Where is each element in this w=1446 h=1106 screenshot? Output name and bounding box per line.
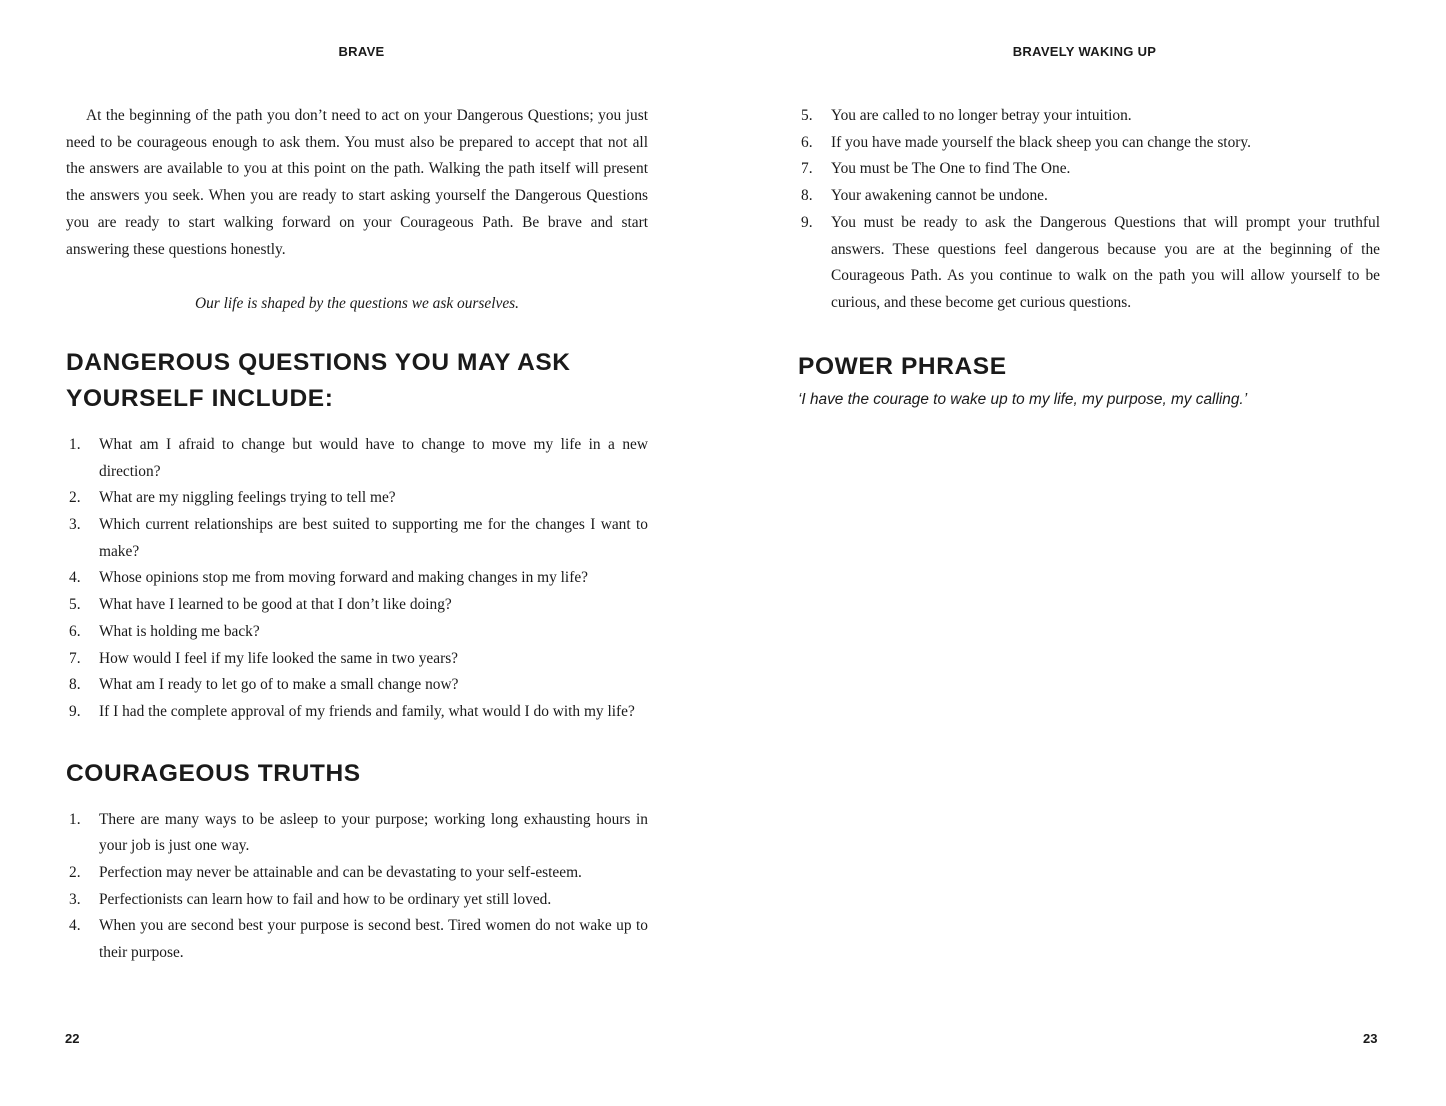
list-item-text: How would I feel if my life looked the same in two years?	[99, 649, 459, 667]
courageous-truths-heading: COURAGEOUS TRUTHS	[66, 759, 361, 787]
list-item-text: Whose opinions stop me from moving forward and making changes in my life?	[99, 569, 588, 587]
list-item	[66, 432, 648, 485]
list-item	[798, 156, 1380, 183]
list-item-number: 9.	[69, 702, 81, 720]
list-item	[66, 619, 648, 646]
list-item-number: 4.	[69, 917, 81, 935]
list-item	[66, 699, 648, 726]
power-phrase-heading: POWER PHRASE	[798, 352, 1007, 380]
list-item	[66, 860, 648, 887]
list-item	[66, 887, 648, 914]
list-item-number: 6.	[801, 133, 813, 151]
list-item-number: 8.	[801, 187, 813, 205]
list-item	[66, 512, 648, 565]
list-item-number: 7.	[801, 160, 813, 178]
list-item-number: 5.	[801, 107, 813, 124]
list-item-number: 8.	[69, 676, 81, 694]
list-item-text: Perfection may never be attainable and can be devastating to your self-esteem.	[99, 864, 582, 882]
courageous-truths-list	[66, 807, 648, 967]
list-item-number: 6.	[69, 622, 81, 640]
list-item-number: 3.	[69, 516, 81, 534]
list-item-number: 7.	[69, 649, 81, 667]
running-head-right: BRAVELY WAKING UP	[1012, 44, 1157, 59]
right-page	[723, 0, 1446, 1106]
left-page-body	[66, 103, 648, 967]
list-item-number: 1.	[69, 810, 81, 828]
list-item-number: 9.	[801, 213, 813, 231]
list-item-text: When you are second best your purpose is second best. Tired women do not wake up to their purpose.	[99, 917, 648, 962]
list-item-text: What is holding me back?	[99, 622, 260, 640]
list-item	[66, 913, 648, 966]
list-item-number: 4.	[69, 569, 81, 587]
list-item-number: 2.	[69, 864, 81, 882]
intro-paragraph: At the beginning of the path you don’t need to act on your Dangerous Questions; you just need to be courageous enough to ask them. You must also be prepared to accept that not all the answers are available to you at this point on the path. Walking the path itself will present the answers you seek. When you are ready to start asking yourself the Dangerous Questions you are ready to start walking forward on your Courageous Path. Be brave and start answering these questions honestly.	[66, 107, 648, 258]
list-item-text: If I had the complete approval of my friends and family, what would I do with my life?	[99, 702, 635, 720]
list-item-text: You must be The One to find The One.	[831, 160, 1071, 178]
list-item	[66, 807, 648, 860]
right-page-body	[798, 103, 1380, 413]
list-item-text: What have I learned to be good at that I don’t like doing?	[99, 596, 452, 614]
pull-quote: Our life is shaped by the questions we ask ourselves.	[194, 295, 519, 313]
list-item	[66, 485, 648, 512]
list-item-number: 5.	[69, 596, 81, 614]
list-item-text: What are my niggling feelings trying to tell me?	[99, 489, 396, 507]
list-item	[798, 210, 1380, 317]
list-item-text: You must be ready to ask the Dangerous Questions that will prompt your truthful answers. These questions feel dangerous because you are at the beginning of the Courageous Path. As you continue to walk on the path you will allow yourself to be curious, and these become get curious questions.	[831, 213, 1380, 311]
running-head-left: BRAVE	[338, 44, 385, 59]
list-item-text: What am I ready to let go of to make a small change now?	[99, 676, 459, 694]
list-item	[66, 592, 648, 619]
list-item-number: 2.	[69, 489, 81, 507]
list-item	[66, 672, 648, 699]
list-item-text: If you have made yourself the black sheep you can change the story.	[831, 133, 1251, 151]
list-item-text: Your awakening cannot be undone.	[831, 187, 1048, 205]
list-item	[66, 646, 648, 673]
list-item-text: You are called to no longer betray your intuition.	[831, 107, 1132, 124]
list-item-number: 1.	[69, 435, 81, 453]
list-item	[798, 183, 1380, 210]
list-item-number: 3.	[69, 890, 81, 908]
page-number-right: 23	[1363, 1031, 1378, 1046]
courageous-truths-continued-list	[798, 103, 1380, 317]
dangerous-questions-list	[66, 432, 648, 726]
list-item	[798, 130, 1380, 157]
list-item-text: What am I afraid to change but would have to change to move my life in a new direction?	[99, 435, 648, 480]
list-item-text: Perfectionists can learn how to fail and how to be ordinary yet still loved.	[99, 890, 552, 908]
list-item	[66, 565, 648, 592]
list-item-text: There are many ways to be asleep to your purpose; working long exhausting hours in your job is just one way.	[99, 810, 648, 855]
dangerous-questions-heading: DANGEROUS QUESTIONS YOU MAY ASK YOURSELF INCLUDE:	[66, 348, 571, 412]
list-item	[798, 103, 1380, 130]
power-phrase-text: ‘I have the courage to wake up to my life, my purpose, my calling.’	[798, 390, 1248, 408]
page-number-left: 22	[65, 1031, 80, 1046]
list-item-text: Which current relationships are best suited to supporting me for the changes I want to make?	[99, 516, 648, 560]
